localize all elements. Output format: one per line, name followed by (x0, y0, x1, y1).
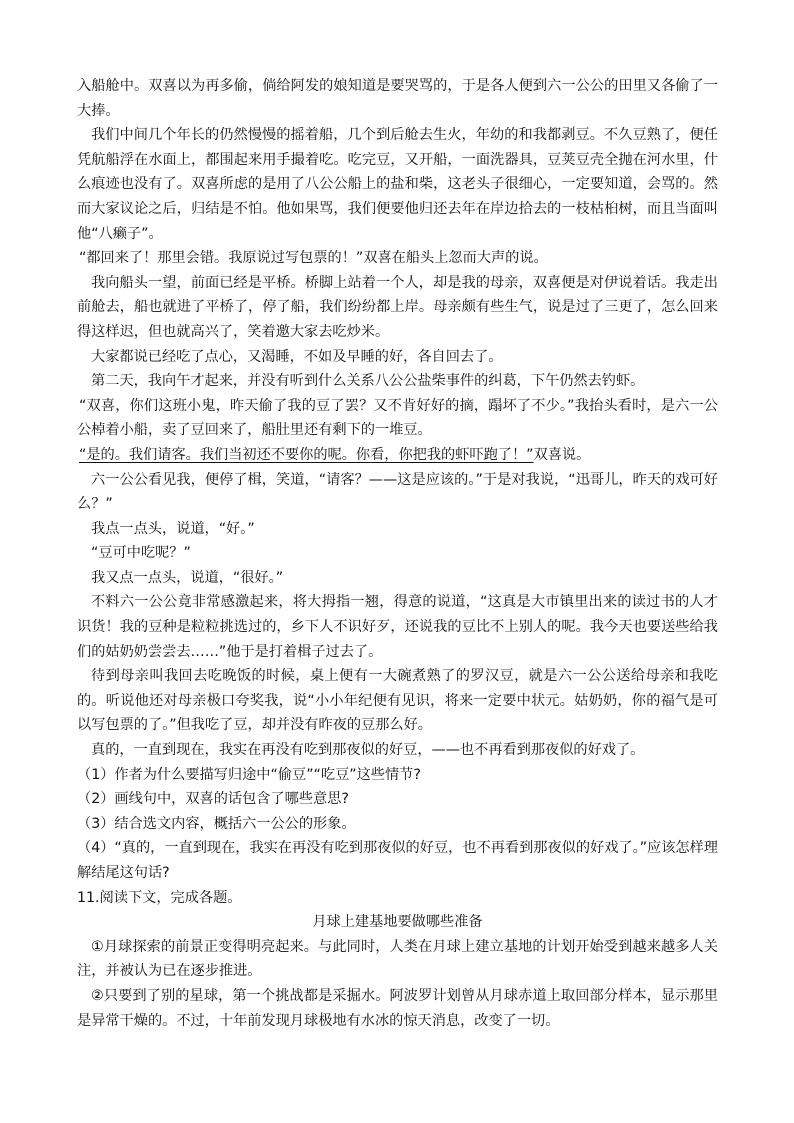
story-paragraph-2: 我们中间几个年长的仍然慢慢的摇着船，几个到后舱去生火，年幼的和我都剥豆。不久豆熟了，便任凭航船浮在水面上，都围起来用手撮着吃。吃完豆，又开船，一面洗器具，豆荚豆壳全抛在河水里，什么痕迹也没有了。双喜所虑的是用了八公公船上的盐和柴，这老头子很细心，一定要知道，会骂的。然而大家议论之后，归结是不怕。他如果骂，我们便要他归还去年在岸边拾去的一枝枯桕树，而且当面叫他“八癞子”。 (77, 127, 718, 242)
story-paragraph-7: “双喜，你们这班小鬼，昨天偷了我的豆了罢？又不肯好好的摘，蹋坏了不少。”我抬头看时，是六一公公棹着小船，卖了豆回来了，船肚里还有剩下的一堆豆。 (77, 397, 718, 439)
story-paragraph-8: 六一公公看见我，便停了楫，笑道，“请客？——这是应该的。”于是对我说，“迅哥儿，昨天的戏可好么？” (77, 471, 718, 513)
question-1: （1）作者为什么要描写归途中“偷豆”“吃豆”这些情节? (77, 766, 421, 783)
story-paragraph-11: 我又点一点头，说道，“很好。” (91, 569, 284, 586)
article-paragraph-2: ②只要到了别的星球，第一个挑战都是采掘水。阿波罗计划曾从月球赤道上取回部分样本，显示那里是异常干燥的。不过，十年前发现月球极地有水冰的惊天消息，改变了一切。 (77, 987, 718, 1029)
article-title: 月球上建基地要做哪些准备 (312, 914, 483, 931)
story-paragraph-4: 我向船头一望，前面已经是平桥。桥脚上站着一个人，却是我的母亲，双喜便是对伊说着话。我走出前舱去，船也就进了平桥了，停了船，我们纷纷都上岸。母亲颇有些生气，说是过了三更了，怎么回来得这样迟，但也就高兴了，笑着邀大家去吃炒米。 (77, 274, 718, 340)
question-2: （2）画线句中，双喜的话包含了哪些意思? (77, 791, 349, 808)
underlined-sentence: “是的。我们请客。我们当初还不要你的呢。你看，你把我的虾吓跑了！” (79, 446, 534, 463)
question-4: （4）“真的，一直到现在，我实在再没有吃到那夜似的好豆，也不再看到那夜似的好戏了。”应该怎样理解结尾这句话? (77, 840, 718, 881)
story-paragraph-12: 不料六一公公竟非常感激起来，将大拇指一翘，得意的说道，“这真是大市镇里出来的读过书的人才识货！我的豆种是粒粒挑选过的，乡下人不识好歹，还说我的豆比不上别人的呢。我今天也要送些给我们的姑奶奶尝尝去……”他于是打着楫子过去了。 (77, 594, 718, 660)
story-paragraph-10: “豆可中吃呢？” (91, 545, 191, 562)
story-paragraph-14: 真的，一直到现在，我实在再没有吃到那夜似的好豆，——也不再看到那夜似的好戏了。 (91, 742, 645, 759)
underlined-paragraph (77, 443, 718, 468)
story-paragraph-6: 第二天，我向午才起来，并没有听到什么关系八公公盐柴事件的纠葛，下午仍然去钓虾。 (91, 373, 645, 390)
story-paragraph-3: “都回来了！那里会错。我原说过写包票的！”双喜在船头上忽而大声的说。 (79, 250, 548, 267)
article-paragraph-1: ①月球探索的前景正变得明亮起来。与此同时，人类在月球上建立基地的计划开始受到越来越多人关注，并被认为已在逐步推进。 (77, 938, 718, 980)
story-paragraph-1: 入船舱中。双喜以为再多偷，倘给阿发的娘知道是要哭骂的，于是各人便到六一公公的田里又各偷了一大捧。 (77, 78, 718, 119)
section-11-heading: 11.阅读下文，完成各题。 (77, 889, 242, 906)
question-3: （3）结合选文内容，概括六一公公的形象。 (77, 815, 356, 832)
story-paragraph-13: 待到母亲叫我回去吃晚饭的时候，桌上便有一大碗煮熟了的罗汉豆，就是六一公公送给母亲和我吃的。听说他还对母亲极口夸奖我，说“小小年纪便有见识，将来一定要中状元。姑奶奶，你的福气是可以写包票的了。”但我吃了豆，却并没有昨夜的豆那么好。 (77, 668, 718, 734)
story-paragraph-5: 大家都说已经吃了点心，又渴睡，不如及早睡的好，各自回去了。 (91, 348, 503, 365)
underlined-paragraph-tail: 双喜说。 (533, 446, 591, 463)
document-page (77, 74, 718, 1033)
story-paragraph-9: 我点一点头，说道，“好。” (91, 520, 255, 537)
